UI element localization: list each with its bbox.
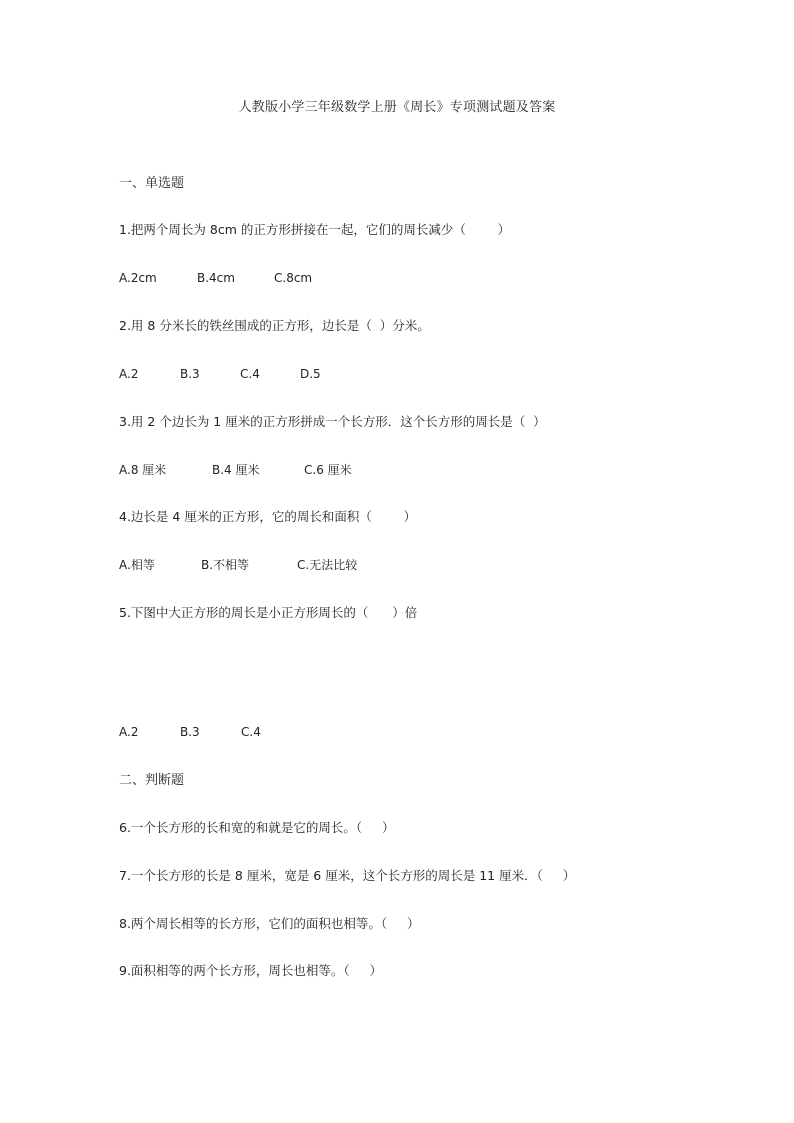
question-3: 3.用 2 个边长为 1 厘米的正方形拼成一个长方形．这个长方形的周长是（ ） (119, 414, 546, 429)
option-a: A.2 (119, 367, 139, 381)
question-4-options (119, 556, 357, 574)
option-c: C.4 (240, 367, 260, 381)
option-a: A.2cm (119, 271, 157, 285)
option-c: C.6 厘米 (304, 463, 352, 477)
question-9: 9.面积相等的两个长方形，周长也相等。（ ） (119, 963, 383, 978)
option-b: B.3 (180, 725, 200, 739)
option-b: B.3 (180, 367, 200, 381)
document-title: 人教版小学三年级数学上册《周长》专项测试题及答案 (238, 100, 556, 115)
question-6: 6.一个长方形的长和宽的和就是它的周长。（ ） (119, 820, 395, 835)
question-2: 2.用 8 分米长的铁丝围成的正方形，边长是（ ）分米。 (119, 318, 430, 333)
option-b: B.4 厘米 (212, 463, 260, 477)
option-a: A.2 (119, 725, 139, 739)
question-8: 8.两个周长相等的长方形，它们的面积也相等。（ ） (119, 916, 420, 931)
question-5-options (119, 723, 261, 741)
question-7: 7.一个长方形的长是 8 厘米，宽是 6 厘米，这个长方形的周长是 11 厘米．（ ） (119, 868, 576, 883)
question-4: 4.边长是 4 厘米的正方形，它的周长和面积（ ） (119, 509, 417, 524)
question-5: 5.下图中大正方形的周长是小正方形周长的（ ）倍 (119, 605, 418, 620)
option-c: C.4 (241, 725, 261, 739)
question-1: 1.把两个周长为 8cm 的正方形拼接在一起，它们的周长减少（ ） (119, 222, 511, 237)
question-3-options (119, 461, 352, 479)
option-b: B.不相等 (201, 558, 250, 572)
option-c: C.8cm (274, 271, 313, 285)
question-1-options (119, 269, 312, 287)
option-b: B.4cm (197, 271, 235, 285)
option-a: A.8 厘米 (119, 463, 167, 477)
option-c: C.无法比较 (297, 558, 358, 572)
section-heading-single-choice: 一、单选题 (119, 176, 185, 191)
section-heading-true-false: 二、判断题 (119, 773, 185, 788)
option-d: D.5 (300, 367, 321, 381)
option-a: A.相等 (119, 558, 155, 572)
question-2-options (119, 365, 321, 383)
